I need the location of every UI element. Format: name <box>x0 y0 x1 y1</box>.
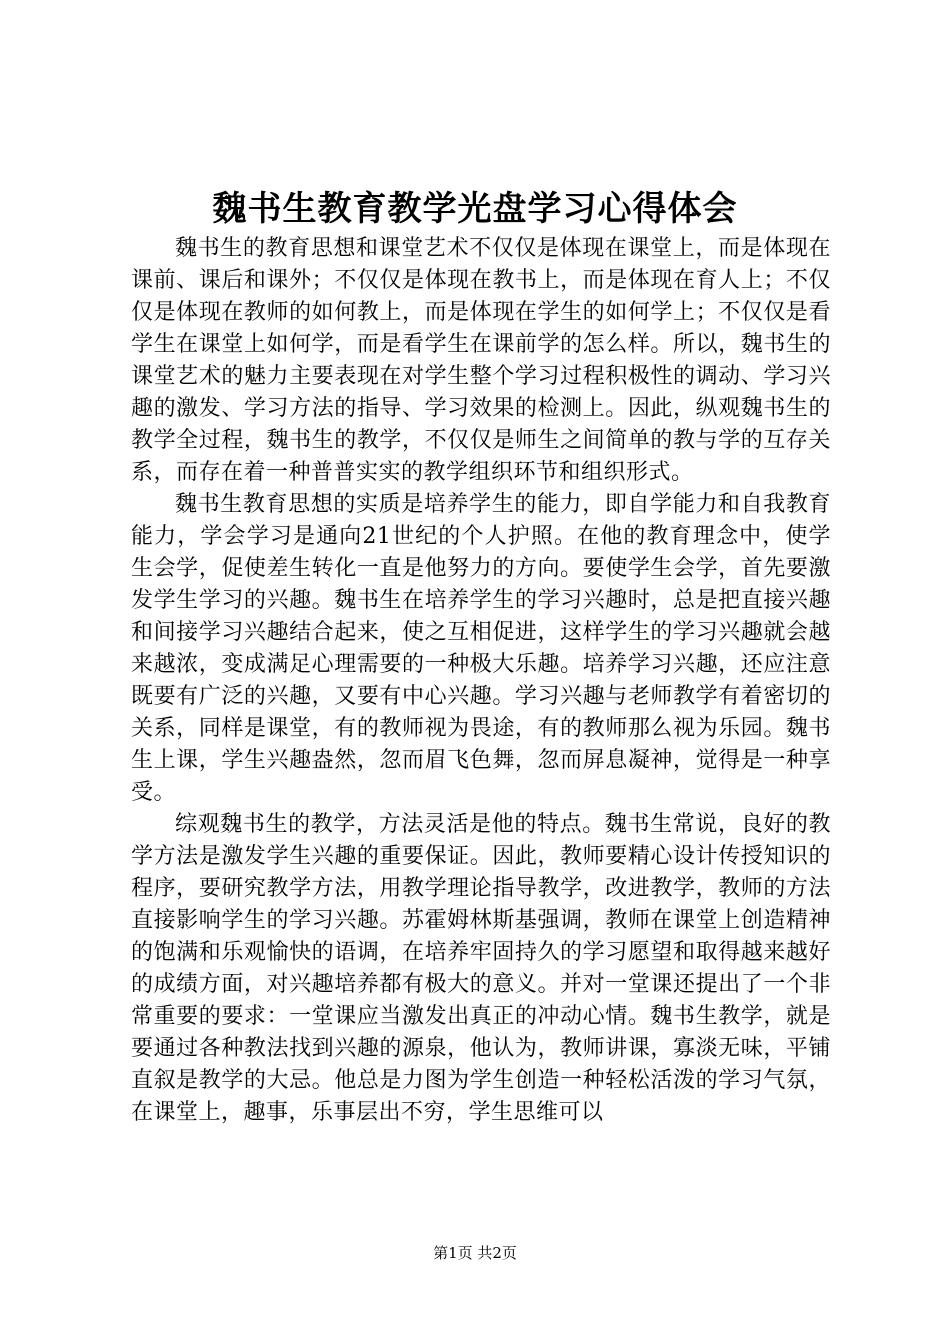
paragraph: 综观魏书生的教学，方法灵活是他的特点。魏书生常说，良好的教学方法是激发学生兴趣的重要保证。因此，教师要精心设计传授知识的程序，要研究教学方法，用教学理论指导教学，改进教学，教师的方法直接影响学生的学习兴趣。苏霍姆林斯基强调，教师在课堂上创造精神的饱满和乐观愉快的语调，在培养牢固持久的学习愿望和取得越来越好的成绩方面，对兴趣培养都有极大的意义。并对一堂课还提出了一个非常重要的要求：一堂课应当激发出真正的冲动心情。魏书生教学，就是要通过各种教法找到兴趣的源泉，他认为，教师讲课，寡淡无味，平铺直叙是教学的大忌。他总是力图为学生创造一种轻松活泼的学习气氛，在课堂上，趣事，乐事层出不穷，学生思维可以 <box>131 812 831 1125</box>
document-title: 魏书生教育教学光盘学习心得体会 <box>212 189 738 229</box>
paragraph: 魏书生的教育思想和课堂艺术不仅仅是体现在课堂上，而是体现在课前、课后和课外；不仅仅是体现在教书上，而是体现在育人上；不仅仅是体现在教师的如何教上，而是体现在学生的如何学上；不仅仅是看学生在课堂上如何学，而是看学生在课前学的怎么样。所以，魏书生的课堂艺术的魅力主要表现在对学生整个学习过程积极性的调动、学习兴趣的激发、学习方法的指导、学习效果的检测上。因此，纵观魏书生的教学全过程，魏书生的教学，不仅仅是师生之间简单的教与学的互存关系，而存在着一种普普实实的教学组织环节和组织形式。 <box>131 236 831 485</box>
paragraph: 魏书生教育思想的实质是培养学生的能力，即自学能力和自我教育能力，学会学习是通向21世纪的个人护照。在他的教育理念中，使学生会学，促使差生转化一直是他努力的方向。要使学生会学，首先要激发学生学习的兴趣。魏书生在培养学生的学习兴趣时，总是把直接兴趣和间接学习兴趣结合起来，使之互相促进，这样学生的学习兴趣就会越来越浓，变成满足心理需要的一种极大乐趣。培养学习兴趣，还应注意既要有广泛的兴趣，又要有中心兴趣。学习兴趣与老师教学有着密切的关系，同样是课堂，有的教师视为畏途，有的教师那么视为乐园。魏书生上课，学生兴趣盎然，忽而眉飞色舞，忽而屏息凝神，觉得是一种享受。 <box>131 492 831 805</box>
page-footer <box>0 1243 950 1263</box>
page-number: 第1页 共2页 <box>433 1244 517 1262</box>
document-body <box>131 233 831 1129</box>
